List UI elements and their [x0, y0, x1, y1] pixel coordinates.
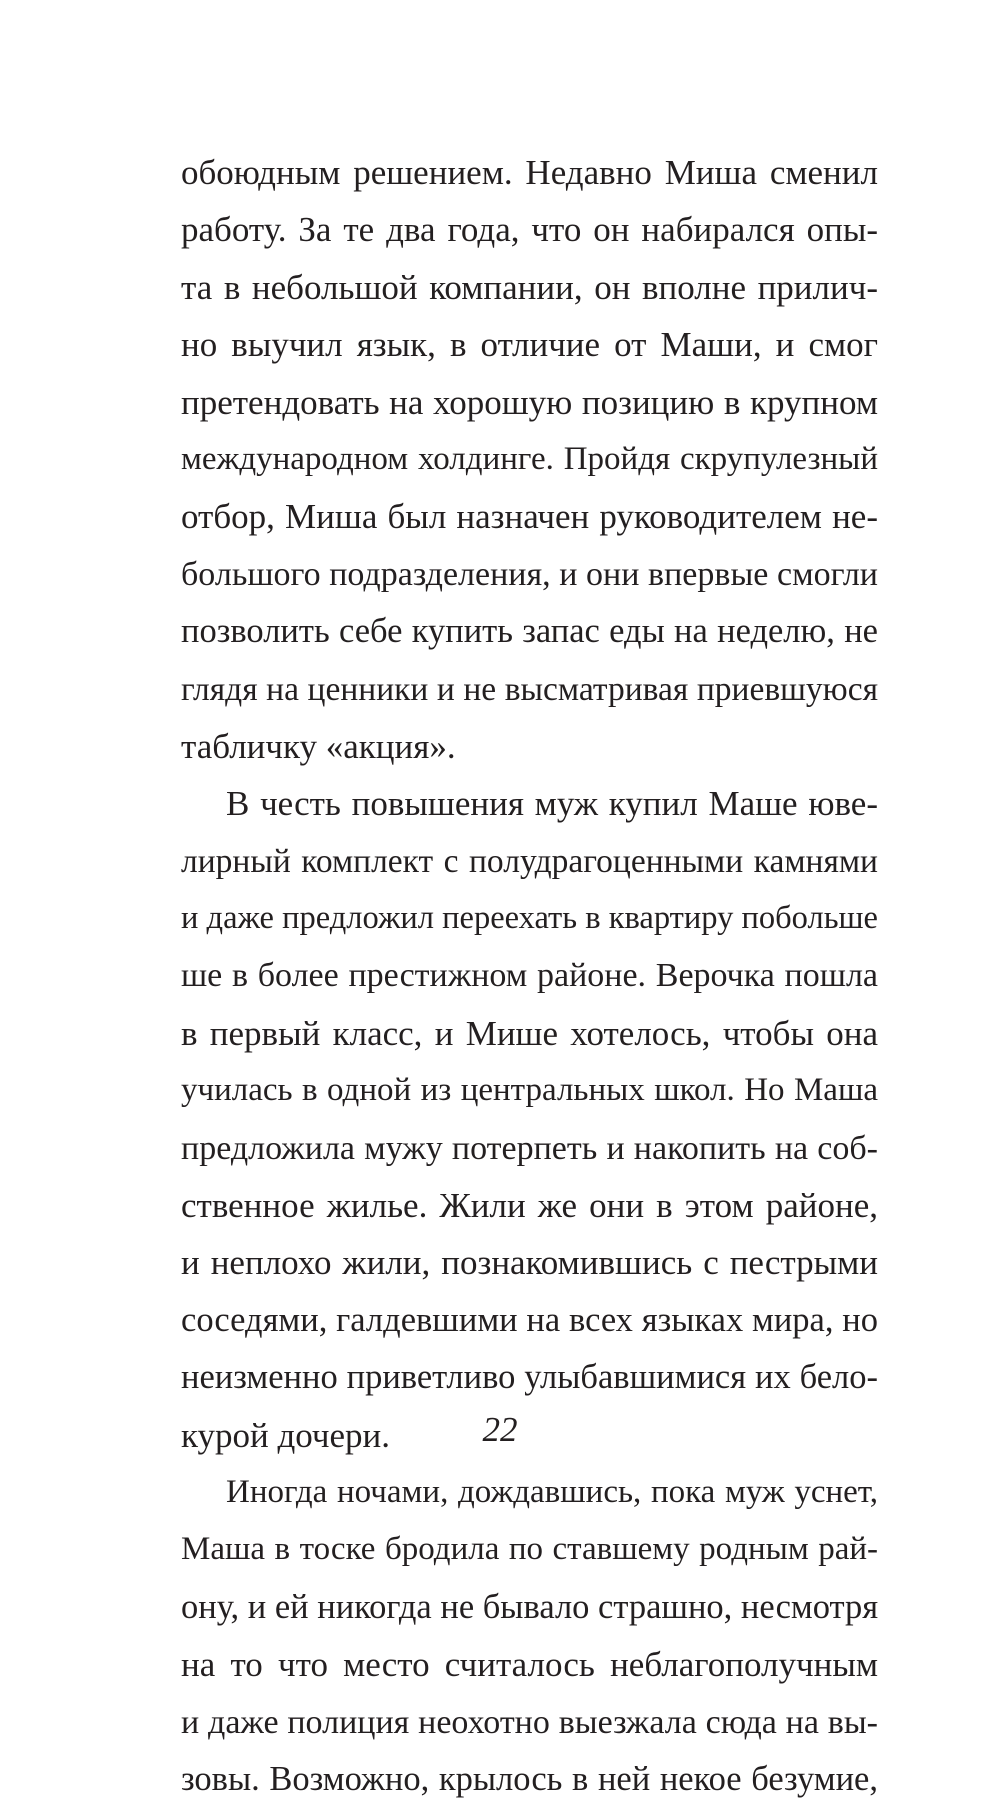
- paragraph-start-line: Иногда ночами, дождавшись, пока муж уснет,: [226, 1473, 878, 1510]
- paragraph-start-line: В честь повышения муж купил Маше юве-: [226, 784, 878, 824]
- text-line: неизменно приветливо улыбавшимися их бело-: [181, 1358, 878, 1397]
- text-line: курой дочери.: [181, 1415, 391, 1455]
- text-line: и даже предложил переехать в квартиру побольше: [181, 900, 878, 937]
- text-line: большого подразделения, и они впервые смогли: [181, 555, 878, 593]
- text-line: ственное жилье. Жили же они в этом районе,: [181, 1186, 878, 1226]
- text-line: претендовать на хорошую позицию в крупном: [181, 382, 878, 422]
- text-line: лирный комплект с полудрагоценными камнями: [181, 842, 878, 880]
- text-line: отбор, Миша был назначен руководителем не-: [181, 497, 878, 537]
- text-line: та в небольшой компании, он вполне прилич-: [181, 267, 878, 307]
- text-line: но выучил язык, в отличие от Маши, и смог: [181, 325, 878, 365]
- text-line: международном холдинге. Пройдя скрупулезный: [181, 440, 878, 477]
- page-number: 22: [482, 1410, 518, 1449]
- text-line: училась в одной из центральных школ. Но Маша: [181, 1072, 878, 1109]
- text-line: и неплохо жили, познакомившись с пестрыми: [181, 1243, 878, 1283]
- text-line: соседями, галдевшими на всех языках мира, но: [181, 1300, 878, 1339]
- text-line: работу. За те два года, что он набирался опы-: [181, 210, 878, 250]
- text-line: ону, и ей никогда не бывало страшно, несмотря: [181, 1587, 879, 1626]
- text-line: и даже полиция неохотно выезжала сюда на вы-: [181, 1703, 878, 1741]
- text-line: табличку «акция».: [181, 726, 456, 766]
- text-line: зовы. Возможно, крылось в ней некое безумие,: [181, 1759, 878, 1798]
- text-line: Маша в тоске бродила по ставшему родным рай-: [181, 1531, 878, 1568]
- text-line: обоюдным решением. Недавно Миша сменил: [181, 153, 878, 192]
- text-line: на то что место считалось неблагополучным: [181, 1645, 878, 1685]
- body-text: [181, 144, 878, 1808]
- text-line: позволить себе купить запас еды на неделю, не: [181, 612, 878, 651]
- text-line: в первый класс, и Мише хотелось, чтобы она: [181, 1013, 878, 1053]
- text-line: глядя на ценники и не высматривая приевшуюся: [181, 670, 878, 708]
- text-line: предложила мужу потерпеть и накопить на соб-: [181, 1129, 878, 1167]
- text-line: ше в более престижном районе. Верочка пошла: [181, 957, 878, 995]
